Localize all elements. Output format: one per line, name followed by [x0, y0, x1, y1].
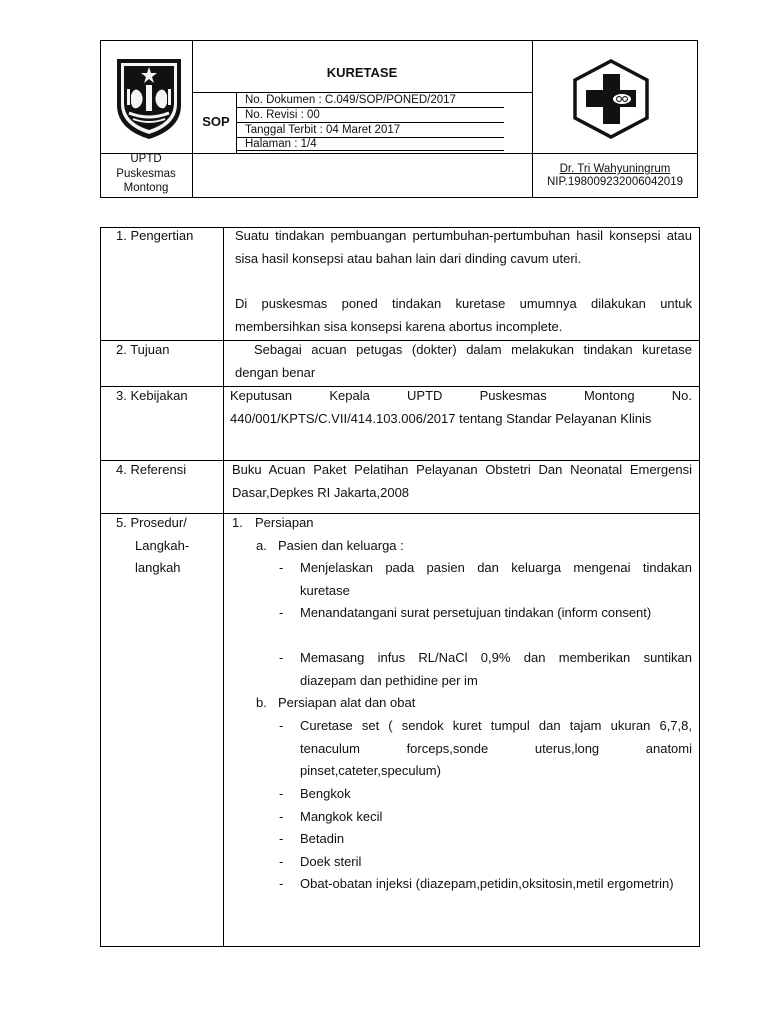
- dash-bullet: -: [279, 605, 284, 620]
- dash-bullet: -: [279, 876, 284, 891]
- tujuan-text: Sebagai acuan petugas (dokter) dalam melakukan tindakan kuretase dengan benar: [235, 342, 703, 380]
- section-label-kebijakan: 3. Kebijakan: [116, 388, 188, 403]
- list-item: Doek steril: [300, 854, 362, 869]
- org-line: UPTD: [130, 153, 162, 165]
- group-marker-b: b.: [256, 695, 267, 710]
- list-item: Mangkok kecil: [300, 809, 383, 824]
- dash-bullet: -: [279, 650, 284, 665]
- section-label-tujuan: 2. Tujuan: [116, 342, 170, 357]
- list-item: Curetase set ( sendok kuret tumpul dan tajam ukuran 6,7,8, tenaculum forceps,sonde uterus,long anatomi pinset,cateter,speculum): [300, 718, 692, 778]
- signer-nip: NIP.198009232006042019: [546, 176, 683, 188]
- section-label-prosedur-2: Langkah-: [135, 538, 190, 553]
- list-item: Memasang infus RL/NaCl 0,9% dan memberikan suntikan diazepam dan pethidine per im: [300, 650, 692, 688]
- page-number: Halaman : 1/4: [245, 138, 317, 150]
- list-item: Obat-obatan injeksi (diazepam,petidin,oksitosin,metil ergometrin): [300, 876, 674, 891]
- list-item: Menandatangani surat persetujuan tindakan (inform consent): [300, 605, 652, 620]
- revision-number: No. Revisi : 00: [245, 109, 320, 121]
- group-title-b: Persiapan alat dan obat: [278, 695, 416, 710]
- step-title: Persiapan: [255, 515, 314, 530]
- section-label-pengertian: 1. Pengertian: [116, 228, 194, 243]
- section-label-prosedur: 5. Prosedur/: [116, 515, 187, 530]
- kebijakan-text: Keputusan Kepala UPTD Puskesmas Montong No. 440/001/KPTS/C.VII/414.103.006/2017 tentang Standar Pelayanan Klinis: [230, 388, 692, 426]
- pengertian-text-2: Di puskesmas poned tindakan kuretase umumnya dilakukan untuk membersihkan sisa konsepsi karena abortus incomplete.: [235, 296, 692, 334]
- list-item: Betadin: [300, 831, 345, 846]
- org-line: Puskesmas: [116, 167, 176, 180]
- org-line: Montong: [123, 182, 169, 194]
- dash-bullet: -: [279, 786, 284, 801]
- signer-name: Dr. Tri Wahyuningrum: [559, 163, 671, 175]
- step-number: 1.: [232, 515, 243, 530]
- dash-bullet: -: [279, 718, 284, 733]
- dash-bullet: -: [279, 854, 284, 869]
- dash-bullet: -: [279, 831, 284, 846]
- puskesmas-logo-icon: [570, 58, 652, 140]
- dash-bullet: -: [279, 809, 284, 824]
- section-label-referensi: 4. Referensi: [116, 462, 187, 477]
- group-title-a: Pasien dan keluarga :: [278, 538, 404, 553]
- section-label-prosedur-3: langkah: [135, 560, 181, 575]
- referensi-text: Buku Acuan Paket Pelatihan Pelayanan Obstetri Dan Neonatal Emergensi Dasar,Depkes RI Jakarta,2008: [232, 462, 692, 500]
- province-emblem-icon: [111, 55, 187, 141]
- pengertian-text-1: Suatu tindakan pembuangan pertumbuhan-pertumbuhan hasil konsepsi atau sisa hasil konsepsi atau bahan lain dari dinding cavum uteri.: [235, 228, 692, 266]
- list-item: Bengkok: [300, 786, 351, 801]
- document-title: KURETASE: [326, 65, 398, 80]
- organization-name: [100, 152, 192, 196]
- dash-bullet: -: [279, 560, 284, 575]
- doc-number: No. Dokumen : C.049/SOP/PONED/2017: [245, 94, 456, 106]
- issue-date: Tanggal Terbit : 04 Maret 2017: [245, 124, 401, 136]
- sop-label: SOP: [202, 114, 230, 129]
- list-item: Menjelaskan pada pasien dan keluarga mengenai tindakan kuretase: [300, 560, 692, 598]
- group-marker-a: a.: [256, 538, 267, 553]
